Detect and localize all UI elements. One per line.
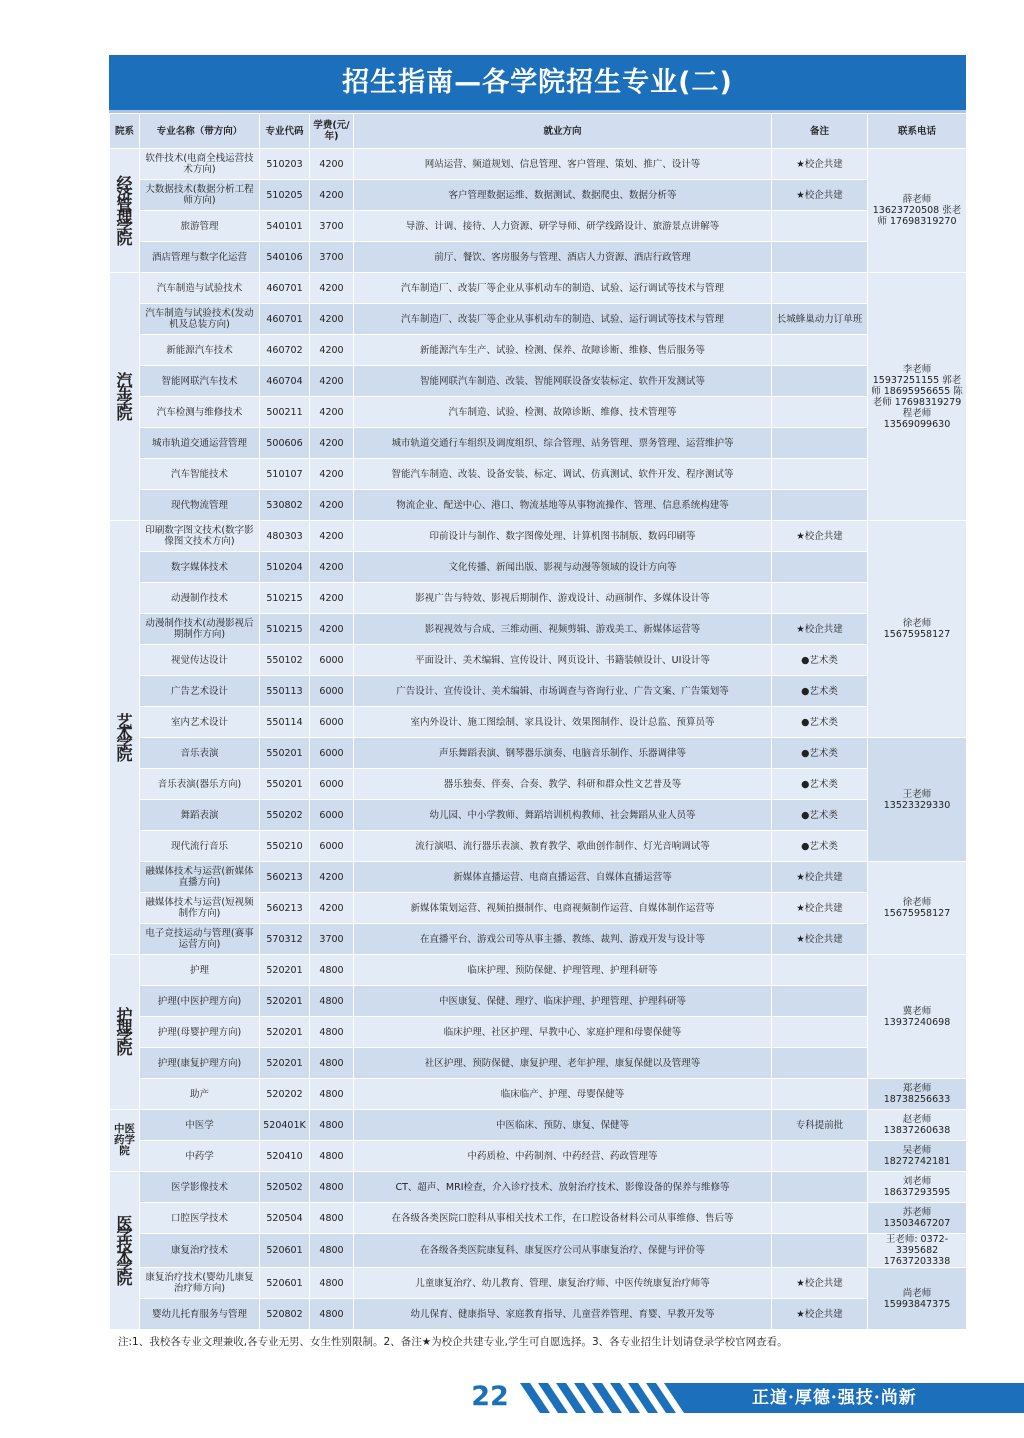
college-name: 中医药学院 xyxy=(110,1110,140,1172)
major-code: 510204 xyxy=(260,552,310,583)
remark: ●艺术类 xyxy=(772,707,868,738)
tuition-fee: 4200 xyxy=(310,366,354,397)
tuition-fee: 4200 xyxy=(310,428,354,459)
table-row xyxy=(110,552,967,583)
header-college: 院系 xyxy=(110,114,140,149)
employment-direction: 影视广告与特效、影视后期制作、游戏设计、动画制作、多媒体设计等 xyxy=(354,583,772,614)
major-name: 音乐表演 xyxy=(140,738,260,769)
remark: ●艺术类 xyxy=(772,800,868,831)
contact-phone: 刘老师 18637293595 xyxy=(868,1172,967,1203)
major-code: 520202 xyxy=(260,1079,310,1110)
major-name: 中药学 xyxy=(140,1141,260,1172)
major-name: 电子竞技运动与管理(赛事运营方向) xyxy=(140,924,260,955)
table-row xyxy=(110,397,967,428)
contact-phone: 薛老师 13623720508 张老师 17698319270 xyxy=(868,149,967,273)
major-name: 软件技术(电商全栈运营技术方向) xyxy=(140,149,260,180)
major-code: 520802 xyxy=(260,1299,310,1330)
tuition-fee: 6000 xyxy=(310,800,354,831)
contact-phone: 徐老师 15675958127 xyxy=(868,521,967,738)
header-fee: 学费(元/年) xyxy=(310,114,354,149)
table-row xyxy=(110,676,967,707)
remark xyxy=(772,490,868,521)
major-code: 520401K xyxy=(260,1110,310,1141)
tuition-fee: 4200 xyxy=(310,614,354,645)
table-row xyxy=(110,428,967,459)
admission-table xyxy=(109,113,967,1330)
tuition-fee: 4200 xyxy=(310,180,354,211)
table-row xyxy=(110,490,967,521)
employment-direction: 客户管理数据运维、数据测试、数据爬虫、数据分析等 xyxy=(354,180,772,211)
major-name: 现代流行音乐 xyxy=(140,831,260,862)
motto-banner: 正道·厚德·强技·尚新 xyxy=(700,1383,1024,1413)
employment-direction: 声乐舞蹈表演、钢琴器乐演奏、电脑音乐制作、乐器调律等 xyxy=(354,738,772,769)
major-code: 520201 xyxy=(260,986,310,1017)
table-row xyxy=(110,924,967,955)
tuition-fee: 4200 xyxy=(310,862,354,893)
remark xyxy=(772,273,868,304)
tuition-fee: 4800 xyxy=(310,1048,354,1079)
table-row xyxy=(110,1234,967,1268)
table-row xyxy=(110,1172,967,1203)
major-name: 城市轨道交通运营管理 xyxy=(140,428,260,459)
remark xyxy=(772,986,868,1017)
tuition-fee: 4200 xyxy=(310,459,354,490)
remark: ★校企共建 xyxy=(772,521,868,552)
remark: ★校企共建 xyxy=(772,862,868,893)
tuition-fee: 4800 xyxy=(310,1203,354,1234)
table-row xyxy=(110,707,967,738)
table-row xyxy=(110,459,967,490)
remark xyxy=(772,583,868,614)
major-code: 460704 xyxy=(260,366,310,397)
remark xyxy=(772,955,868,986)
major-name: 数字媒体技术 xyxy=(140,552,260,583)
remark xyxy=(772,1234,868,1268)
major-name: 融媒体技术与运营(短视频制作方向) xyxy=(140,893,260,924)
table-row xyxy=(110,1079,967,1110)
remark xyxy=(772,552,868,583)
table-row xyxy=(110,769,967,800)
remark xyxy=(772,1079,868,1110)
major-name: 动漫制作技术(动漫影视后期制作方向) xyxy=(140,614,260,645)
remark: ★校企共建 xyxy=(772,614,868,645)
major-code: 520201 xyxy=(260,1048,310,1079)
major-name: 旅游管理 xyxy=(140,211,260,242)
footnote: 注:1、我校各专业文理兼收,各专业无男、女生性别限制。2、备注★为校企共建专业,学生可自愿选择。3、各专业招生计划请登录学校官网查看。 xyxy=(118,1336,788,1348)
college-name: 艺术学院 xyxy=(110,521,140,955)
employment-direction: 汽车制造厂、改装厂等企业从事机动车的制造、试验、运行调试等技术与管理 xyxy=(354,273,772,304)
table-row xyxy=(110,986,967,1017)
tuition-fee: 3700 xyxy=(310,211,354,242)
major-name: 中医学 xyxy=(140,1110,260,1141)
tuition-fee: 4800 xyxy=(310,1110,354,1141)
remark xyxy=(772,459,868,490)
table-row xyxy=(110,149,967,180)
major-name: 新能源汽车技术 xyxy=(140,335,260,366)
tuition-fee: 4200 xyxy=(310,149,354,180)
major-code: 530802 xyxy=(260,490,310,521)
major-code: 460701 xyxy=(260,273,310,304)
major-name: 现代物流管理 xyxy=(140,490,260,521)
employment-direction: 城市轨道交通行车组织及调度组织、综合管理、站务管理、票务管理、运营维护等 xyxy=(354,428,772,459)
tuition-fee: 3700 xyxy=(310,242,354,273)
major-code: 510107 xyxy=(260,459,310,490)
employment-direction: 在直播平台、游戏公司等从事主播、教练、裁判、游戏开发与设计等 xyxy=(354,924,772,955)
table-row xyxy=(110,800,967,831)
remark xyxy=(772,335,868,366)
major-code: 570312 xyxy=(260,924,310,955)
table-row xyxy=(110,1268,967,1299)
table-row xyxy=(110,1141,967,1172)
table-row xyxy=(110,862,967,893)
major-name: 印刷数字图文技术(数字影像图文技术方向) xyxy=(140,521,260,552)
employment-direction: 导游、计调、接待、人力资源、研学导师、研学线路设计、旅游景点讲解等 xyxy=(354,211,772,242)
tuition-fee: 4200 xyxy=(310,273,354,304)
major-code: 540101 xyxy=(260,211,310,242)
major-code: 520201 xyxy=(260,1017,310,1048)
major-code: 550210 xyxy=(260,831,310,862)
tuition-fee: 4800 xyxy=(310,1268,354,1299)
contact-phone: 苏老师 13503467207 xyxy=(868,1203,967,1234)
employment-direction: 临床护理、社区护理、早教中心、家庭护理和母婴保健等 xyxy=(354,1017,772,1048)
tuition-fee: 4200 xyxy=(310,893,354,924)
employment-direction: 器乐独奏、伴奏、合奏、教学、科研和群众性文艺普及等 xyxy=(354,769,772,800)
contact-phone: 冀老师 13937240698 xyxy=(868,955,967,1079)
table-header-row xyxy=(110,114,967,149)
major-name: 音乐表演(器乐方向) xyxy=(140,769,260,800)
contact-phone: 王老师 13523329330 xyxy=(868,738,967,862)
major-name: 护理(中医护理方向) xyxy=(140,986,260,1017)
employment-direction: 新媒体策划运营、视频拍摄制作、电商视频制作运营、自媒体制作运营等 xyxy=(354,893,772,924)
remark xyxy=(772,428,868,459)
remark: ●艺术类 xyxy=(772,676,868,707)
remark: ●艺术类 xyxy=(772,738,868,769)
major-name: 室内艺术设计 xyxy=(140,707,260,738)
major-code: 480303 xyxy=(260,521,310,552)
tuition-fee: 6000 xyxy=(310,707,354,738)
tuition-fee: 6000 xyxy=(310,645,354,676)
remark xyxy=(772,366,868,397)
page-title: 招生指南—各学院招生专业(二) xyxy=(109,55,966,110)
tuition-fee: 4200 xyxy=(310,304,354,335)
table-row xyxy=(110,211,967,242)
tuition-fee: 4800 xyxy=(310,1017,354,1048)
table-row xyxy=(110,304,967,335)
major-name: 智能网联汽车技术 xyxy=(140,366,260,397)
remark xyxy=(772,1203,868,1234)
remark xyxy=(772,1172,868,1203)
contact-phone: 徐老师 15675958127 xyxy=(868,862,967,955)
remark: ●艺术类 xyxy=(772,769,868,800)
employment-direction: 新能源汽车生产、试验、检测、保养、故障诊断、维修、售后服务等 xyxy=(354,335,772,366)
remark xyxy=(772,397,868,428)
tuition-fee: 4800 xyxy=(310,1079,354,1110)
employment-direction: 室内外设计、施工图绘制、家具设计、效果图制作、设计总监、预算员等 xyxy=(354,707,772,738)
tuition-fee: 4800 xyxy=(310,1141,354,1172)
major-name: 广告艺术设计 xyxy=(140,676,260,707)
major-code: 460702 xyxy=(260,335,310,366)
major-name: 动漫制作技术 xyxy=(140,583,260,614)
tuition-fee: 4200 xyxy=(310,521,354,552)
table-row xyxy=(110,1017,967,1048)
employment-direction: 影视视效与合成、三维动画、视频剪辑、游戏美工、新媒体运营等 xyxy=(354,614,772,645)
major-code: 520601 xyxy=(260,1234,310,1268)
header-major: 专业名称（带方向） xyxy=(140,114,260,149)
contact-phone: 赵老师 13837260638 xyxy=(868,1110,967,1141)
major-name: 汽车检测与维修技术 xyxy=(140,397,260,428)
major-code: 550202 xyxy=(260,800,310,831)
remark: ★校企共建 xyxy=(772,1268,868,1299)
table-row xyxy=(110,273,967,304)
remark: ★校企共建 xyxy=(772,149,868,180)
header-code: 专业代码 xyxy=(260,114,310,149)
major-code: 560213 xyxy=(260,893,310,924)
table-row xyxy=(110,1203,967,1234)
table-row xyxy=(110,242,967,273)
major-code: 560213 xyxy=(260,862,310,893)
employment-direction: 临床护理、预防保健、护理管理、护理科研等 xyxy=(354,955,772,986)
major-name: 汽车智能技术 xyxy=(140,459,260,490)
major-name: 口腔医学技术 xyxy=(140,1203,260,1234)
major-code: 460701 xyxy=(260,304,310,335)
college-name: 护理学院 xyxy=(110,955,140,1110)
major-name: 汽车制造与试验技术(发动机及总装方向) xyxy=(140,304,260,335)
header-note: 备注 xyxy=(772,114,868,149)
major-code: 540106 xyxy=(260,242,310,273)
table-row xyxy=(110,831,967,862)
remark: ★校企共建 xyxy=(772,893,868,924)
remark: ●艺术类 xyxy=(772,645,868,676)
employment-direction: 文化传播、新闻出版、影视与动漫等领域的设计方向等 xyxy=(354,552,772,583)
major-code: 520601 xyxy=(260,1268,310,1299)
major-name: 康复治疗技术(婴幼儿康复治疗师方向) xyxy=(140,1268,260,1299)
tuition-fee: 4200 xyxy=(310,583,354,614)
major-name: 助产 xyxy=(140,1079,260,1110)
employment-direction: 儿童康复治疗、幼儿教育、管理、康复治疗师、中医传统康复治疗师等 xyxy=(354,1268,772,1299)
table-row xyxy=(110,893,967,924)
remark: ★校企共建 xyxy=(772,1299,868,1330)
remark: 专科提前批 xyxy=(772,1110,868,1141)
major-name: 医学影像技术 xyxy=(140,1172,260,1203)
employment-direction: 社区护理、预防保健、康复护理、老年护理、康复保健以及管理等 xyxy=(354,1048,772,1079)
major-code: 550201 xyxy=(260,769,310,800)
major-code: 550113 xyxy=(260,676,310,707)
college-name: 医学技术学院 xyxy=(110,1172,140,1330)
header-contact: 联系电话 xyxy=(868,114,967,149)
major-name: 康复治疗技术 xyxy=(140,1234,260,1268)
remark xyxy=(772,1017,868,1048)
major-name: 大数据技术(数据分析工程师方向) xyxy=(140,180,260,211)
table-row xyxy=(110,583,967,614)
major-code: 550102 xyxy=(260,645,310,676)
table-row xyxy=(110,366,967,397)
contact-phone: 吴老师 18272742181 xyxy=(868,1141,967,1172)
major-name: 酒店管理与数字化运营 xyxy=(140,242,260,273)
employment-direction: 前厅、餐饮、客房服务与管理、酒店人力资源、酒店行政管理 xyxy=(354,242,772,273)
header-jobs: 就业方向 xyxy=(354,114,772,149)
tuition-fee: 3700 xyxy=(310,924,354,955)
employment-direction: 汽车制造厂、改装厂等企业从事机动车的制造、试验、运行调试等技术与管理 xyxy=(354,304,772,335)
remark xyxy=(772,1048,868,1079)
employment-direction: 智能网联汽车制造、改装、智能网联设备安装标定、软件开发测试等 xyxy=(354,366,772,397)
table-row xyxy=(110,738,967,769)
college-name: 汽车学院 xyxy=(110,273,140,521)
employment-direction: 在各级各类医院康复科、康复医疗公司从事康复治疗、保健与评价等 xyxy=(354,1234,772,1268)
remark: 长城蜂巢动力订单班 xyxy=(772,304,868,335)
table-row xyxy=(110,645,967,676)
tuition-fee: 6000 xyxy=(310,831,354,862)
contact-phone: 王老师: 0372-3395682 17637203338 xyxy=(868,1234,967,1268)
tuition-fee: 4200 xyxy=(310,490,354,521)
major-code: 520410 xyxy=(260,1141,310,1172)
major-name: 舞蹈表演 xyxy=(140,800,260,831)
tuition-fee: 4200 xyxy=(310,552,354,583)
tuition-fee: 4800 xyxy=(310,1234,354,1268)
employment-direction: 新媒体直播运营、电商直播运营、自媒体直播运营等 xyxy=(354,862,772,893)
tuition-fee: 6000 xyxy=(310,769,354,800)
major-code: 500211 xyxy=(260,397,310,428)
remark xyxy=(772,242,868,273)
contact-phone: 尚老师 15993847375 xyxy=(868,1268,967,1330)
table-row xyxy=(110,614,967,645)
tuition-fee: 4800 xyxy=(310,986,354,1017)
contact-phone: 郑老师 18738256633 xyxy=(868,1079,967,1110)
employment-direction: 汽车制造、试验、检测、故障诊断、维修、技术管理等 xyxy=(354,397,772,428)
tuition-fee: 6000 xyxy=(310,676,354,707)
employment-direction: 幼儿园、中小学教师、舞蹈培训机构教师、社会舞蹈从业人员等 xyxy=(354,800,772,831)
employment-direction: 中医康复、保健、理疗、临床护理、护理管理、护理科研等 xyxy=(354,986,772,1017)
major-code: 500606 xyxy=(260,428,310,459)
employment-direction: 幼儿保育、健康指导、家庭教育指导、儿童营养管理、育婴、早教开发等 xyxy=(354,1299,772,1330)
table-row xyxy=(110,1048,967,1079)
tuition-fee: 4800 xyxy=(310,1172,354,1203)
major-code: 520504 xyxy=(260,1203,310,1234)
tuition-fee: 6000 xyxy=(310,738,354,769)
remark: ★校企共建 xyxy=(772,180,868,211)
employment-direction: 网站运营、频道规划、信息管理、客户管理、策划、推广、设计等 xyxy=(354,149,772,180)
major-code: 510203 xyxy=(260,149,310,180)
table-row xyxy=(110,955,967,986)
major-code: 510215 xyxy=(260,583,310,614)
tuition-fee: 4200 xyxy=(310,397,354,428)
table-row xyxy=(110,335,967,366)
major-name: 视觉传达设计 xyxy=(140,645,260,676)
major-code: 520502 xyxy=(260,1172,310,1203)
major-name: 融媒体技术与运营(新媒体直播方向) xyxy=(140,862,260,893)
major-code: 510215 xyxy=(260,614,310,645)
employment-direction: 智能汽车制造、改装、设备安装、标定、调试、仿真测试、软件开发、程序测试等 xyxy=(354,459,772,490)
tuition-fee: 4200 xyxy=(310,335,354,366)
employment-direction: 物流企业、配送中心、港口、物流基地等从事物流操作、管理、信息系统构建等 xyxy=(354,490,772,521)
table-row xyxy=(110,1299,967,1330)
employment-direction: 在各级各类医院口腔科从事相关技术工作，在口腔设备材料公司从事维修、售后等 xyxy=(354,1203,772,1234)
tuition-fee: 4800 xyxy=(310,955,354,986)
remark: ★校企共建 xyxy=(772,924,868,955)
college-name: 经济管理学院 xyxy=(110,149,140,273)
employment-direction: 中药质检、中药制剂、中药经营、药政管理等 xyxy=(354,1141,772,1172)
employment-direction: 中医临床、预防、康复、保健等 xyxy=(354,1110,772,1141)
tuition-fee: 4800 xyxy=(310,1299,354,1330)
page-number: 22 xyxy=(471,1381,509,1412)
employment-direction: 平面设计、美术编辑、宣传设计、网页设计、书籍装帧设计、UI设计等 xyxy=(354,645,772,676)
major-code: 550114 xyxy=(260,707,310,738)
contact-phone: 李老师 15937251155 郭老师 18695956655 陈老师 17698319279 程老师 13569099630 xyxy=(868,273,967,521)
major-code: 510205 xyxy=(260,180,310,211)
employment-direction: 广告设计、宣传设计、美术编辑、市场调查与咨询行业、广告文案、广告策划等 xyxy=(354,676,772,707)
major-name: 婴幼儿托育服务与管理 xyxy=(140,1299,260,1330)
table-row xyxy=(110,521,967,552)
table-row xyxy=(110,1110,967,1141)
major-name: 护理(康复护理方向) xyxy=(140,1048,260,1079)
remark: ●艺术类 xyxy=(772,831,868,862)
remark xyxy=(772,1141,868,1172)
major-code: 550201 xyxy=(260,738,310,769)
remark xyxy=(772,211,868,242)
major-name: 护理 xyxy=(140,955,260,986)
table-row xyxy=(110,180,967,211)
major-name: 护理(母婴护理方向) xyxy=(140,1017,260,1048)
employment-direction: 印前设计与制作、数字图像处理、计算机图书制版、数码印刷等 xyxy=(354,521,772,552)
major-code: 520201 xyxy=(260,955,310,986)
major-name: 汽车制造与试验技术 xyxy=(140,273,260,304)
employment-direction: 流行演唱、流行器乐表演、教育教学、歌曲创作制作、灯光音响调试等 xyxy=(354,831,772,862)
employment-direction: CT、超声、MRI检查，介入诊疗技术、放射治疗技术、影像设备的保养与维修等 xyxy=(354,1172,772,1203)
decorative-stripes xyxy=(520,1383,700,1413)
employment-direction: 临床临产、护理、母婴保健等 xyxy=(354,1079,772,1110)
